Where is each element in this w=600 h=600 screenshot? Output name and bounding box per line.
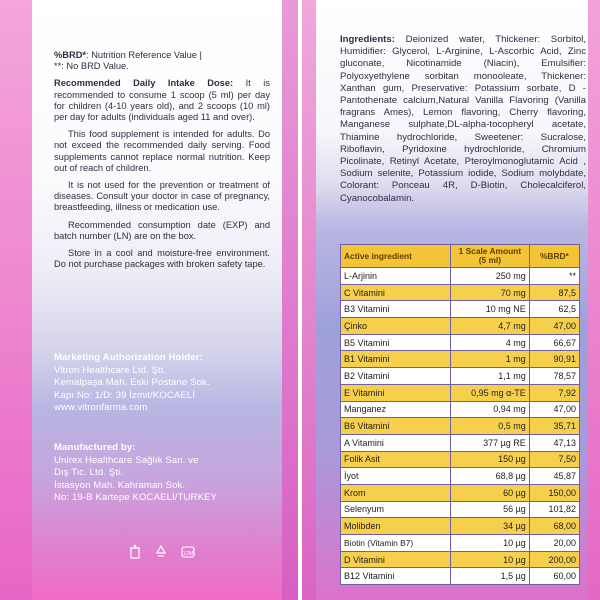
right-panel-outer-edge [588, 0, 600, 600]
table-row [341, 384, 580, 401]
left-box-panel [0, 0, 298, 600]
table-row [341, 418, 580, 435]
row-ingredient: Çinko [341, 318, 451, 335]
row-amount: 10 µg [450, 535, 529, 552]
row-ingredient: Biotin (Vitamin B7) [341, 535, 451, 552]
nutrition-table [340, 244, 580, 585]
table-row [341, 518, 580, 535]
mah-heading: Marketing Authorization Holder: [54, 352, 203, 363]
storage-paragraph: Store in a cool and moisture-free environment. Do not purchase packages with broken safety tape. [54, 248, 270, 270]
table-row [341, 434, 580, 451]
row-amount: 1 mg [450, 351, 529, 368]
table-row [341, 468, 580, 485]
manufacturer-line: İstasyon Mah. Kahraman Sok. [54, 479, 186, 491]
manufacturer-line: No: 19-B Kartepe KOCAELİ/TURKEY [54, 492, 218, 504]
table-row [341, 501, 580, 518]
row-brd: 60,00 [529, 568, 579, 585]
manufacturer-heading: Manufactured by: [54, 442, 136, 453]
row-amount: 150 µg [450, 451, 529, 468]
table-row [341, 318, 580, 335]
left-panel-text [54, 50, 270, 276]
right-box-panel [302, 0, 600, 600]
dose-label: Recommended Daily Intake Dose: [54, 78, 234, 89]
right-panel-edge [302, 0, 316, 600]
table-row [341, 268, 580, 285]
row-ingredient: B1 Vitamini [341, 351, 451, 368]
row-brd: 35,71 [529, 418, 579, 435]
row-ingredient: C Vitamini [341, 284, 451, 301]
row-ingredient: B6 Vitamini [341, 418, 451, 435]
table-row [341, 484, 580, 501]
brd-note: **: No BRD Value. [54, 61, 129, 72]
warning-paragraph-1: This food supplement is intended for adults. Do not exceed the recommended daily serving. Food supplements cannot replace normal nutrition. Keep out of reach of children. [54, 129, 270, 173]
brd-definition-text: : Nutrition Reference Value | [86, 50, 202, 60]
row-brd: 45,87 [529, 468, 579, 485]
left-panel-edge [0, 0, 32, 600]
manufacturer-line: Dış Tic. Ltd. Şti. [54, 467, 123, 479]
row-amount: 1,1 mg [450, 368, 529, 385]
nutrition-table-header [341, 245, 580, 268]
row-amount: 34 µg [450, 518, 529, 535]
row-amount: 0,5 mg [450, 418, 529, 435]
row-brd: 47,00 [529, 401, 579, 418]
row-ingredient: B12 Vitamini [341, 568, 451, 585]
row-brd: 150,00 [529, 484, 579, 501]
mah-line: Kemalpaşa Mah. Eski Postane Sok. [54, 377, 210, 389]
row-brd: 87,5 [529, 284, 579, 301]
row-amount: 56 µg [450, 501, 529, 518]
row-brd: 200,00 [529, 551, 579, 568]
row-ingredient: B5 Vitamini [341, 334, 451, 351]
ingredients-paragraph [340, 34, 586, 205]
dose-text: It is recommended to consume 1 scoop (5 ml) per day for children (4-10 years old), and 2 scoops (10 ml) per day for adults (individuals aged 11 and over). [54, 78, 270, 123]
mah-line: Kapı No: 1/D: 39 İzmit/KOCAELİ [54, 389, 196, 401]
row-ingredient: E Vitamini [341, 384, 451, 401]
header-brd: %BRD* [529, 245, 579, 268]
table-row [341, 301, 580, 318]
row-amount: 0,95 mg α-TE [450, 384, 529, 401]
row-ingredient: Selenyum [341, 501, 451, 518]
header-scale-amount: 1 Scale Amount (5 ml) [450, 245, 529, 268]
row-ingredient: Krom [341, 484, 451, 501]
row-ingredient: Manganez [341, 401, 451, 418]
row-amount: 377 µg RE [450, 434, 529, 451]
row-brd: 47,00 [529, 318, 579, 335]
row-brd: 7,92 [529, 384, 579, 401]
table-row [341, 351, 580, 368]
manufacturer-block [54, 442, 270, 505]
row-ingredient: İyot [341, 468, 451, 485]
marketing-authorization-block [54, 352, 270, 415]
row-amount: 1,5 µg [450, 568, 529, 585]
table-row [341, 284, 580, 301]
table-row [341, 551, 580, 568]
row-amount: 4 mg [450, 334, 529, 351]
row-ingredient: B2 Vitamini [341, 368, 451, 385]
brd-label: %BRD* [54, 50, 87, 60]
table-row [341, 334, 580, 351]
recycle-bin-icon [128, 544, 142, 560]
row-ingredient: A Vitamini [341, 434, 451, 451]
left-panel-fold-edge [282, 0, 298, 600]
row-ingredient: D Vitamini [341, 551, 451, 568]
row-amount: 0,94 mg [450, 401, 529, 418]
ingredients-text: Deionized water, Thickener: Sorbitol, Humidifier: Glycerol, L-Arginine, L-Ascorbic Acid, Zinc gluconate, Nicotinamide (Niacin), Emulsifier: Polyoxyethylene sorbitan monooleate, Thickener: Xanthan gum, Preservative: Potassium sorbate, D -Pantothenate calcium,Natural Vanilla Flavoring (Vanilla fragrans Ames), Lemon flavoring, Cherry flavoring, Manganese sulphate,DL-alpha-tocopheryl acetate, Thiamine hydrochloride, Sweetener: Sucralose, Riboflavin, Pyridoxine hydrochloride, Chromium Picolinate, Retinyl Acetate, Pteroylmonoglutamic Acid , Sodium selenite, Potassium iodide, Sodium molybdate, Colorant: Ponceau 4R, D-Biotin, Cholecalciferol, Cyanocobalamin. [340, 34, 586, 204]
row-brd: 68,00 [529, 518, 579, 535]
table-row [341, 401, 580, 418]
row-ingredient: L-Arjinin [341, 268, 451, 285]
table-row [341, 568, 580, 585]
row-brd: 47,13 [529, 434, 579, 451]
row-brd: 20,00 [529, 535, 579, 552]
table-row [341, 535, 580, 552]
row-brd: 78,57 [529, 368, 579, 385]
row-brd: 101,82 [529, 501, 579, 518]
recycle-icon [154, 544, 168, 560]
table-row [341, 451, 580, 468]
row-brd: ** [529, 268, 579, 285]
mah-website: www.vitronfarma.com [54, 402, 148, 414]
row-ingredient: Molibden [341, 518, 451, 535]
row-ingredient: B3 Vitamini [341, 301, 451, 318]
row-amount: 250 mg [450, 268, 529, 285]
row-amount: 70 mg [450, 284, 529, 301]
period-after-opening-icon [180, 544, 194, 560]
row-brd: 62,5 [529, 301, 579, 318]
table-row [341, 368, 580, 385]
header-active-ingredient: Active ingredient [341, 245, 451, 268]
row-brd: 7,50 [529, 451, 579, 468]
row-amount: 68,8 µg [450, 468, 529, 485]
mah-line: Vitron Healthcare Ltd. Şti. [54, 364, 166, 376]
warning-paragraph-2: It is not used for the prevention or treatment of diseases. Consult your doctor in case of pregnancy, breastfeeding, illness or medication use. [54, 180, 270, 213]
dose-paragraph [54, 78, 270, 123]
row-amount: 10 mg NE [450, 301, 529, 318]
ingredients-label: Ingredients: [340, 34, 395, 45]
exp-paragraph: Recommended consumption date (EXP) and batch number (LN) are on the box. [54, 219, 270, 241]
manufacturer-line: Unirex Healthcare Sağlık San. ve [54, 454, 199, 466]
row-brd: 66,67 [529, 334, 579, 351]
brd-definition [54, 50, 270, 72]
row-ingredient: Folik Asit [341, 451, 451, 468]
row-amount: 10 µg [450, 551, 529, 568]
package-symbols [128, 544, 194, 560]
svg-text:12M: 12M [182, 551, 194, 557]
row-amount: 60 µg [450, 484, 529, 501]
row-amount: 4,7 mg [450, 318, 529, 335]
row-brd: 90,91 [529, 351, 579, 368]
